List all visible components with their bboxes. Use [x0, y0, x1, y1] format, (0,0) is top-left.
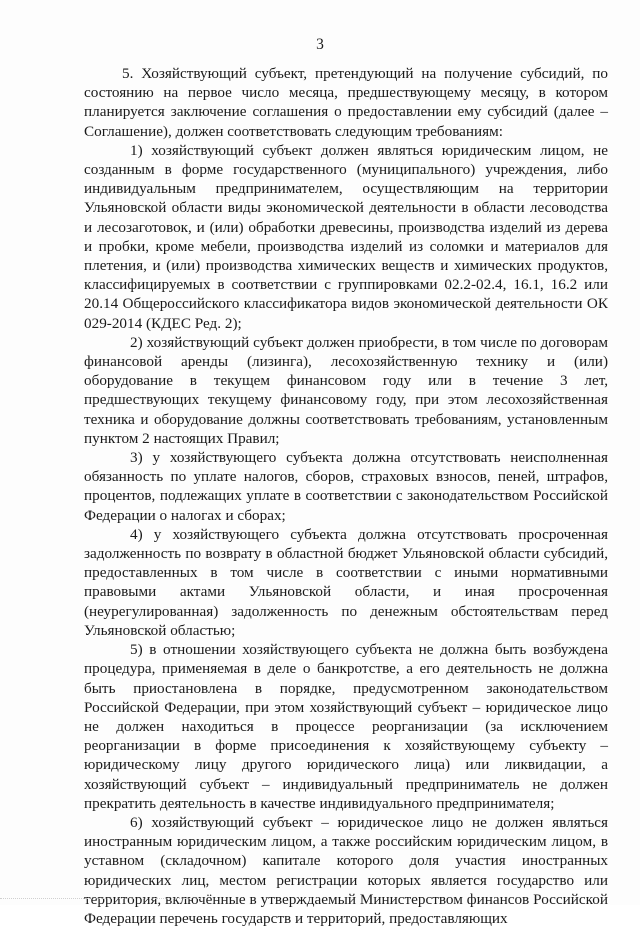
- requirement-item-1: 1) хозяйствующий субъект должен являться юридическим лицом, не созданным в форме государственного (муниципального) учреждения, либо индивидуальным предпринимателем, осуществляющим на территории Ульяновской области виды экономической деятельности в области лесоводства и лесозаготовок, и (или) обработки древесины, производства изделий из дерева и пробки, кроме мебели, производства изделий из соломки и материалов для плетения, и (или) производства химических веществ и химических продуктов, классифицируемых в соответствии с группировками 02.2-02.4, 16.1, 16.2 или 20.14 Общероссийского классификатора видов экономической деятельности ОК 029-2014 (КДЕС Ред. 2);: [84, 141, 608, 332]
- paragraph-5: 5. Хозяйствующий субъект, претендующий на получение субсидий, по состоянию на первое число месяца, предшествующему месяцу, в котором планируется заключение соглашения о предоставлении ему субсидий (далее – Соглашение), должен соответствовать следующим требованиям:: [84, 65, 608, 140]
- requirement-item-2: 2) хозяйствующий субъект должен приобрести, в том числе по договорам финансовой аренды (лизинга), лесохозяйственную технику и (или) оборудование в текущем финансовом году или в течение 3 лет, предшествующих текущему финансовому году, при этом лесохозяйственная техника и оборудование должны соответствовать требованиям, установленным пунктом 2 настоящих Правил;: [84, 333, 608, 447]
- requirement-item-6: 6) хозяйствующий субъект – юридическое лицо не должен являться иностранным юридическим лицом, а также российским юридическим лицом, в уставном (складочном) капитале которого доля участия иностранных юридических лиц, местом регистрации которых является государство или территория, включённые в утверждаемый Министерством финансов Российской Федерации перечень государств и территорий, предоставляющих: [84, 813, 608, 927]
- requirement-item-3: 3) у хозяйствующего субъекта должна отсутствовать неисполненная обязанность по уплате налогов, сборов, страховых взносов, пеней, штрафов, процентов, подлежащих уплате в соответствии с законодательством Российской Федерации о налогах и сборах;: [84, 449, 608, 524]
- requirement-item-5: 5) в отношении хозяйствующего субъекта не должна быть возбуждена процедура, применяемая в деле о банкротстве, а его деятельность не должна быть приостановлена в порядке, предусмотренном законодательством Российской Федерации, при этом хозяйствующий субъект – юридическое лицо не должен находиться в процессе реорганизации (за исключением реорганизации в форме присоединения к хозяйствующему субъекту – юридическому лицу другого юридического лица) или ликвидации, а хозяйствующий субъект – индивидуальный предприниматель не должен прекратить деятельность в качестве индивидуального предпринимателя;: [84, 641, 608, 812]
- scan-edge-artifact: [0, 895, 200, 899]
- requirement-item-4: 4) у хозяйствующего субъекта должна отсутствовать просроченная задолженность по возврату в областной бюджет Ульяновской области субсидий, предоставленных в том числе в соответствии с иными нормативными правовыми актами Ульяновской области, и иная просроченная (неурегулированная) задолженность по денежным обстоятельствам перед Ульяновской областью;: [84, 525, 608, 639]
- document-body: [84, 64, 608, 928]
- page-number: 3: [316, 36, 324, 53]
